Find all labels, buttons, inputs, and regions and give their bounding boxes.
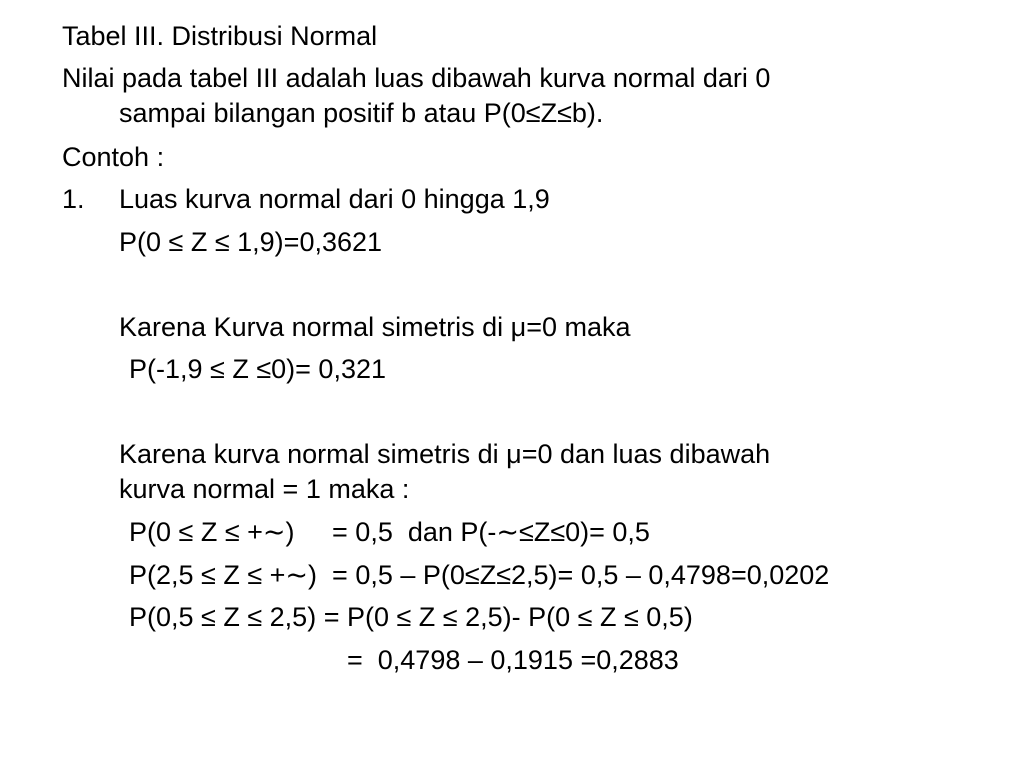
equation-1: P(0 ≤ Z ≤ +∼) = 0,5 dan P(-∼≤Z≤0)= 0,5 [129, 517, 650, 547]
item-heading: Luas kurva normal dari 0 hingga 1,9 [119, 184, 550, 214]
equation-3: P(0,5 ≤ Z ≤ 2,5) = P(0 ≤ Z ≤ 2,5)- P(0 ≤ Z ≤ 0,5) [129, 602, 693, 632]
intro-line-2: sampai bilangan positif b atau P(0≤Z≤b). [119, 98, 604, 128]
result-2: P(-1,9 ≤ Z ≤0)= 0,321 [129, 354, 387, 384]
item-number: 1. [62, 184, 85, 214]
symmetry-sentence-2-line-2: kurva normal = 1 maka : [119, 474, 410, 504]
symmetry-sentence-2-line-1: Karena kurva normal simetris di μ=0 dan luas dibawah [119, 439, 771, 469]
symmetry-sentence: Karena Kurva normal simetris di μ=0 maka [119, 312, 631, 342]
contoh-label: Contoh : [62, 142, 165, 172]
equation-4: = 0,4798 – 0,1915 =0,2883 [347, 645, 679, 675]
equation-2: P(2,5 ≤ Z ≤ +∼) = 0,5 – P(0≤Z≤2,5)= 0,5 – 0,4798=0,0202 [129, 560, 830, 590]
intro-line-1: Nilai pada tabel III adalah luas dibawah kurva normal dari 0 [62, 63, 771, 93]
result-1: P(0 ≤ Z ≤ 1,9)=0,3621 [119, 227, 383, 257]
slide-title: Tabel III. Distribusi Normal [62, 21, 378, 51]
